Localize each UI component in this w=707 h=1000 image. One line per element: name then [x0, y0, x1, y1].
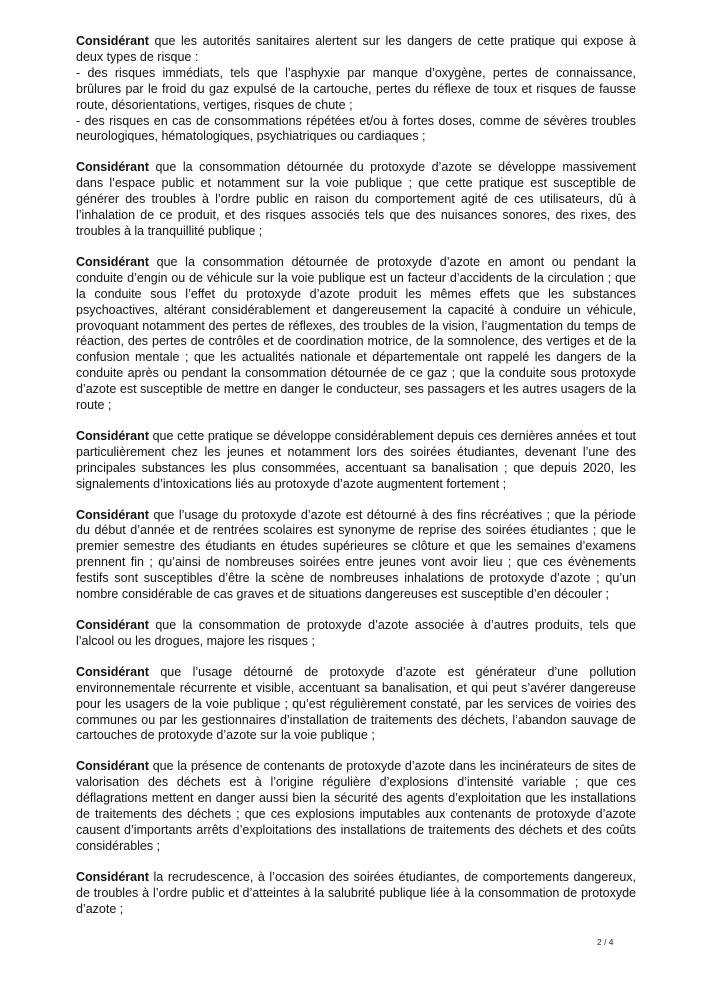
paragraph-keyword: Considérant: [76, 759, 149, 774]
paragraph-1: [76, 34, 636, 145]
paragraph-text: que la consommation détournée de protoxyde d’azote en amont ou pendant la conduite d’engin ou de véhicule sur la voie publique est un facteur d’accidents de la circulation ; que la conduite sous l’effet du protoxyde d’azote produit les mêmes effets que les substances psychoactives, altérant considérablement et dangereusement la capacité à conduire un véhicule, provoquant notamment des pertes de réflexes, des troubles de la vision, l’augmentation du temps de réaction, des pertes de contrôles et de coordination motrice, de la somnolence, des vertiges et de la confusion mentale ; que les actualités nationale et départementale ont rappelé les dangers de la conduite après ou pendant la consommation détournée de ce gaz ; que la conduite sous protoxyde d’azote est susceptible de mettre en danger le conducteur, ses passagers et les autres usagers de la route ;: [76, 254, 636, 413]
paragraph-text: que la consommation détournée du protoxyde d’azote se développe massivement dans l’espace public et notamment sur la voie publique ; que cette pratique est susceptible de générer des troubles à l’ordre public en raison du comportement agité de ces utilisateurs, dû à l’inhalation de ce produit, et des risques associés tels que des nuisances sonores, des rixes, des troubles à la tranquillité publique ;: [76, 160, 636, 238]
paragraph-6: [76, 618, 636, 650]
paragraph-1-risk-repeated: - des risques en cas de consommations répétées et/ou à fortes doses, comme de sévères troubles neurologiques, hématologiques, psychiatriques ou cardiaques ;: [76, 113, 636, 144]
page-number: 2 / 4: [597, 937, 614, 947]
paragraph-4: [76, 429, 636, 493]
paragraph-8: [76, 759, 636, 854]
paragraph-5: [76, 508, 636, 603]
paragraph-keyword: Considérant: [76, 618, 149, 632]
paragraph-text: la recrudescence, à l’occasion des soirées étudiantes, de comportements dangereux, de troubles à l’ordre public et d’atteintes à la salubrité publique liée à la consommation de protoxyde d’azote ;: [76, 869, 636, 916]
paragraph-text: que l’usage du protoxyde d’azote est détourné à des fins récréatives ; que la période du début d’année et de rentrées scolaires est synonyme de reprise des soirées étudiantes ; que le premier semestre des étudiants en études supérieures se clôture et que les semaines d’examens prennent fin ; qu’ainsi de nombreuses soirées entre jeunes vont avoir lieu ; que ces évènements festifs sont susceptibles d’être la scène de nombreuses inhalations de protoxyde d’azote ; qu’un nombre considérable de cas graves et de situations dangereuses est susceptible d’en découler ;: [76, 507, 636, 602]
paragraph-1-intro: que les autorités sanitaires alertent sur les dangers de cette pratique qui expose à deux types de risque :: [76, 34, 636, 64]
paragraph-1-risk-immediate: - des risques immédiats, tels que l’asphyxie par manque d’oxygène, pertes de connaissance, brûlures par le froid du gaz expulsé de la cartouche, pertes du réflexe de toux et risques de fausse route, désorientations, vertiges, risques de chute ;: [76, 65, 636, 112]
paragraph-9: [76, 870, 636, 918]
paragraph-keyword: Considérant: [76, 160, 149, 175]
paragraph-text: que la consommation de protoxyde d’azote associée à d’autres produits, tels que l’alcool ou les drogues, majore les risques ;: [76, 618, 636, 648]
paragraph-keyword: Considérant: [76, 664, 149, 679]
paragraph-text: que cette pratique se développe considérablement depuis ces dernières années et tout particulièrement chez les jeunes et notamment lors des soirées étudiantes, devenant l’une des principales substances les plus consommées, accentuant sa banalisation ; que depuis 2020, les signalements d’intoxications liés au protoxyde d’azote augmentent fortement ;: [76, 428, 636, 491]
paragraph-text: que l’usage détourné de protoxyde d’azote est générateur d’une pollution environnementale récurrente et visible, accentuant sa banalisation, et qui peut s’avérer dangereuse pour les usagers de la voie publique ; qu’est régulièrement constaté, par les services de voiries des communes ou par les gestionnaires d’installation de traitements des déchets, l’abandon sauvage de cartouches de protoxyde d’azote sur la voie publique ;: [76, 664, 636, 743]
paragraph-keyword: Considérant: [76, 428, 149, 443]
paragraph-2: [76, 160, 636, 240]
document-body: [76, 34, 636, 933]
paragraph-text: que la présence de contenants de protoxyde d’azote dans les incinérateurs de sites de valorisation des déchets est à l’origine régulière d’explosions d’intensité variable ; que ces déflagrations mettent en danger aussi bien la sécurité des agents d’exploitation que les installations de traitements des déchets ; que ces explosions imputables aux contenants de protoxyde d’azote causent d’importants arrêts d’exploitations des installations de traitements des déchets et des coûts considérables ;: [76, 759, 636, 853]
paragraph-3: [76, 255, 636, 414]
paragraph-keyword: Considérant: [76, 507, 149, 522]
paragraph-keyword: Considérant: [76, 254, 149, 269]
paragraph-keyword: Considérant: [76, 869, 149, 884]
paragraph-keyword: Considérant: [76, 34, 149, 48]
paragraph-7: [76, 665, 636, 745]
